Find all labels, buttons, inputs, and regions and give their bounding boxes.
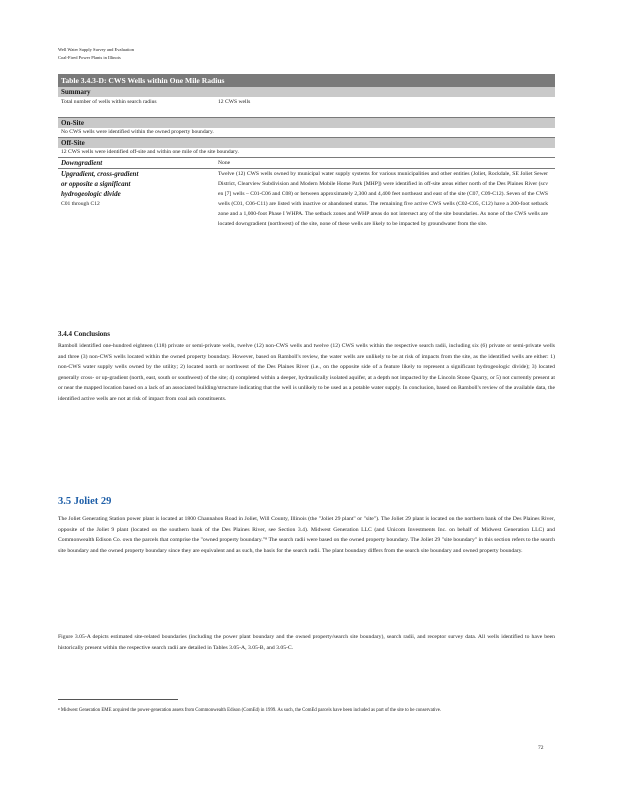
table-row-upgradient xyxy=(58,169,555,293)
table-title: Table 3.4.3-D: CWS Wells within One Mile Radius xyxy=(58,74,555,87)
upgradient-text: Twelve (12) CWS wells owned by municipal water supply systems for various municipalities and other entities (Joliet, Rockdale, SE Joliet Sewer District, Clearview Subdivision and Modern Mobile Home Park [MHP]) were identified in off-site areas either north of the Des Plaines River (scv en [7] wells – C01-C06 and C08) or between approximately 2,300 and 4,400 feet northeast and east of the site (C07, C09-C12). Seven of the CWS wells (C01, C06-C11) are listed with inactive or abandoned status. The remaining five active CWS wells (C02-C05, C12) have a 200-foot setback zone and a 1,000-foot Phase I WHPA. The setback zones and WHP areas do not intersect any of the site boundaries. As none of the CWS wells are located downgradient (northwest) of the site, none of these wells are likely to be impacted by groundwater from the site. xyxy=(218,171,548,227)
table-row-onsite xyxy=(58,128,555,138)
section-paragraph-2: Figure 3.05-A depicts estimated site-related boundaries (including the power plant boundary and the owned property/search site boundary), search radii, and receptor survey data. All wells identified to have been historically present within the respective search radii are detailed in Tables 3.05-A, 3.05-B, and 3.05-C. xyxy=(58,634,555,651)
table-section-offsite: Off-Site xyxy=(58,138,555,148)
summary-text: Total number of wells within search radius xyxy=(61,99,157,105)
summary-value: 12 CWS wells xyxy=(218,99,251,105)
offsite-text: 12 CWS wells were identified off-site and within one mile of the site boundary. xyxy=(61,149,239,155)
upgradient-label-2: or opposite a significant xyxy=(61,180,131,188)
section-heading: 3.5 Joliet 29 xyxy=(58,496,112,507)
table-row-summary xyxy=(58,97,555,118)
header-line-2: Coal-Fired Power Plants in Illinois xyxy=(58,55,121,60)
table-section-summary: Summary xyxy=(58,87,555,97)
section-paragraph-1: The Joliet Generating Station power plant is located at 1800 Channahon Road in Joliet, Will County, Illinois (the "Joliet 29 plant" or "site"). The Joliet 29 plant is located on the northern bank of the Des Plaines River, opposite of the Joliet 9 plant (located on the southern bank of the Des Plaines River, see Section 3.4). Midwest Generation LLC (and Unicom Investments Inc. on behalf of Midwest Generation LLC) and Commonwealth Edison Co. own the parcels that comprise the "owned property boundary."⁸ The search radii were based on the owned property boundary. The Joliet 29 "site boundary" in this section refers to the search site boundary and the owned property boundary since they are equivalent and as such, the basis for the search radii. The plant boundary differs from the search site boundary and owned property boundary. xyxy=(58,516,555,554)
downgradient-value: None xyxy=(218,160,231,166)
wells-table xyxy=(58,74,555,293)
onsite-text: No CWS wells were identified within the owned property boundary. xyxy=(61,129,214,135)
conclusions-heading: 3.4.4 Conclusions xyxy=(58,330,110,338)
running-header xyxy=(58,46,258,62)
upgradient-label-1: Upgradient, cross-gradient xyxy=(61,170,139,178)
upgradient-label-3: hydrogeologic divide xyxy=(61,190,121,198)
table-section-onsite: On-Site xyxy=(58,118,555,128)
downgradient-label: Downgradient xyxy=(61,159,103,167)
footnote-rule xyxy=(58,699,178,700)
page-number: 72 xyxy=(538,745,544,751)
upgradient-label-cell xyxy=(61,169,186,209)
table-row-offsite xyxy=(58,148,555,158)
table-row-downgradient xyxy=(58,158,555,169)
conclusions-paragraph: Ramboll identified one-hundred eighteen (118) private or semi-private wells, twelve (12) non-CWS wells and twelve (12) CWS wells within the respective search radii, including six (6) private or semi-private wells and three (3) non-CWS wells located within the owned property boundary. However, based on Ramboll's review, the water wells are unlikely to be at risk of impacts from the site, as the identified wells are either: 1) non-CWS water supply wells owned by the utility; 2) located north or northwest of the Des Plaines River (i.e., on the opposite side of a feature likely to represent a significant hydrogeologic divide); 3) located generally cross- or up-gradient (north, east, south or southwest) of the site; 4) completed within a deeper, hydraulically isolated aquifer, at a depth not impacted by the Lincoln Stone Quarry, or 5) not currently present at or near the mapped location based on a lack of an associated building/structure indicating that the well is unlikely to be used as a potable water supply. In conclusion, based on Ramboll's review of the available data, the identified active wells are not at risk of impact from coal ash constituents. xyxy=(58,343,555,402)
footnote: ⁸ Midwest Generation EME acquired the power-generation assets from Commonwealth Edison (ComEd) in 1999. As such, the ComEd parcels have been included as part of the site to be conservative. xyxy=(58,708,442,713)
header-line-1: Well Water Supply Survey and Evaluation xyxy=(58,47,135,52)
upgradient-ids: C01 through C12 xyxy=(61,201,100,207)
